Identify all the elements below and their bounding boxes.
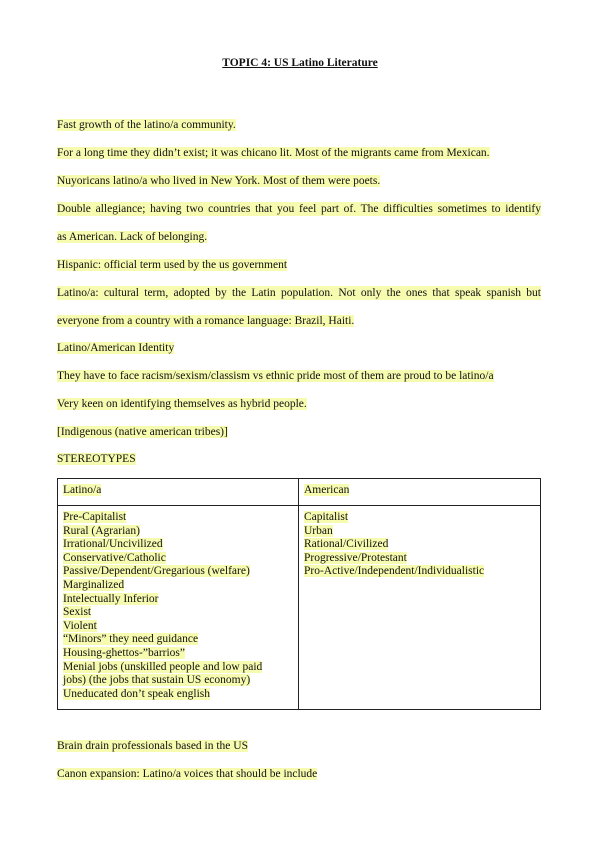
list-item-text: jobs) (the jobs that sustain US economy) [63,674,251,687]
latino-list [63,511,293,701]
paragraph-line: Canon expansion: Latino/a voices that should be include [57,768,318,780]
list-item [63,661,293,675]
paragraph-line: [Indigenous (native american tribes)] [57,426,228,438]
table-header-latino [58,479,299,506]
paragraph-line: Latino/American Identity [57,342,175,354]
list-item [63,511,293,525]
list-item-text: Rational/Civilized [304,538,389,551]
paragraph-line: They have to face racism/sexism/classism vs ethnic pride most of them are proud to be latino/a [57,370,494,382]
table-header-american [299,479,541,506]
list-item [63,674,293,688]
list-item [63,525,293,539]
paragraph-line: Fast growth of the latino/a community. [57,119,236,131]
paragraph-hybrid [57,397,547,411]
paragraph-canon-expansion [57,767,547,781]
list-item-text: “Minors” they need guidance [63,633,199,646]
page-title: TOPIC 4: US Latino Literature [222,57,378,69]
list-item [304,538,535,552]
list-item [304,525,535,539]
list-item [63,579,293,593]
list-item [63,606,293,620]
list-item [63,552,293,566]
list-item [63,647,293,661]
section-heading-stereotypes [57,452,547,466]
table-row [58,506,541,710]
header-label: American [304,484,350,496]
list-item [63,538,293,552]
list-item-text: Pro-Active/Independent/Individualistic [304,565,485,578]
list-item-text: Capitalist [304,511,349,523]
paragraph-line: Brain drain professionals based in the US [57,740,248,752]
paragraph-line: as American. Lack of belonging. [57,231,208,243]
paragraph-chicano [57,146,547,160]
list-item-text: Conservative/Catholic [63,551,166,564]
list-item [63,593,293,607]
paragraph-growth [57,118,547,132]
list-item [63,620,293,634]
list-item-text: Sexist [63,606,92,619]
paragraph-hispanic [57,258,547,272]
list-item [304,552,535,566]
list-item [63,633,293,647]
paragraph-line: STEREOTYPES [57,453,136,465]
list-item [63,688,293,702]
paragraph-latino-term [57,286,547,300]
paragraph-brain-drain [57,739,547,753]
list-item-text: Passive/Dependent/Gregarious (welfare) [63,565,250,578]
paragraph-line: For a long time they didn’t exist; it was chicano lit. Most of the migrants came from Mexican. [57,147,490,159]
paragraph-line: everyone from a country with a romance language: Brazil, Haiti. [57,315,355,327]
stereotypes-table [57,478,541,710]
paragraph-line: Double allegiance; having two countries that you feel part of. The difficulties sometimes to identify [57,203,541,215]
list-item-text: Violent [63,619,97,632]
list-item-text: Progressive/Protestant [304,551,407,564]
list-item-text: Housing-ghettos-”barrios” [63,646,185,659]
header-label: Latino/a [63,484,102,496]
paragraph-indigenous [57,425,547,439]
list-item [63,565,293,579]
paragraph-line: Latino/a: cultural term, adopted by the Latin population. Not only the ones that speak spanish but [57,287,541,299]
list-item-text: Marginalized [63,578,125,591]
paragraph-line: Nuyoricans latino/a who lived in New York. Most of them were poets. [57,175,381,187]
paragraph-racism [57,369,547,383]
list-item [304,565,535,579]
paragraph-identity [57,341,547,355]
list-item-text: Uneducated don’t speak english [63,687,211,700]
paragraph-allegiance [57,202,547,216]
list-item [304,511,535,525]
list-item-text: Irrational/Uncivilized [63,538,163,551]
paragraph-latino-term-cont [57,314,547,328]
paragraph-allegiance-cont [57,230,547,244]
list-item-text: Menial jobs (unskilled people and low paid [63,660,263,673]
list-item-text: Urban [304,524,333,537]
list-item-text: Rural (Agrarian) [63,524,140,537]
list-item-text: Pre-Capitalist [63,511,127,523]
paragraph-nuyoricans [57,174,547,188]
american-cell [299,506,541,710]
paragraph-line: Hispanic: official term used by the us government [57,259,288,271]
paragraph-line: Very keen on identifying themselves as hybrid people. [57,398,307,410]
table-header-row [58,479,541,506]
american-list [304,511,535,579]
latino-cell [58,506,299,710]
list-item-text: Intelectually Inferior [63,592,159,605]
